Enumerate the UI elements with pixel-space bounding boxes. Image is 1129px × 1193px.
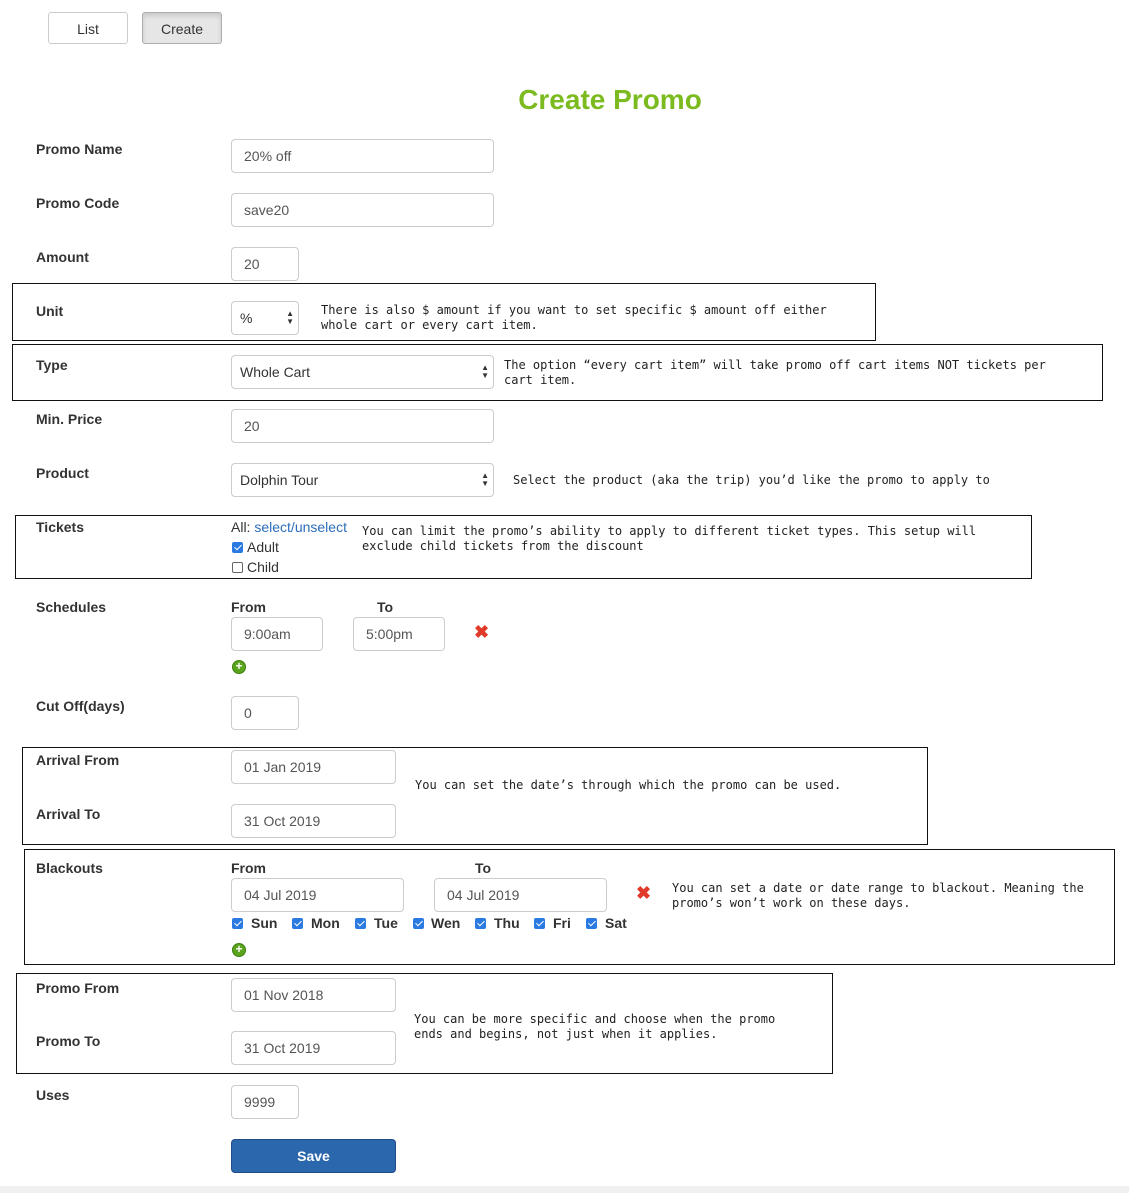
unselect-all-link[interactable]: unselect [294, 519, 347, 535]
schedules-label: Schedules [36, 599, 107, 615]
blackouts-note: You can set a date or date range to blackout. Meaning the promo’s won’t work on these days. [672, 881, 1084, 910]
day-wen-checkbox[interactable] [413, 918, 424, 929]
promo-name-label: Promo Name [36, 141, 123, 157]
day-sun-label: Sun [251, 915, 278, 931]
min-price-input[interactable]: 20 [231, 409, 494, 443]
select-all-link[interactable]: select [254, 519, 291, 535]
ticket-child-checkbox[interactable] [232, 562, 243, 573]
promo-code-input[interactable]: save20 [231, 193, 494, 227]
uses-label: Uses [36, 1087, 70, 1103]
cutoff-input[interactable]: 0 [231, 696, 299, 730]
save-button[interactable]: Save [231, 1139, 396, 1173]
select-arrows-icon: ▲ ▼ [481, 471, 489, 488]
day-wen-label: Wen [431, 915, 461, 931]
day-tue-checkbox[interactable] [355, 918, 366, 929]
select-arrows-icon: ▲ ▼ [481, 363, 489, 380]
day-sat-checkbox[interactable] [586, 918, 597, 929]
promo-to-label: Promo To [36, 1033, 101, 1049]
arrival-note: You can set the date’s through which the promo can be used. [415, 778, 842, 792]
page-title: Create Promo [518, 84, 702, 115]
arrival-to-label: Arrival To [36, 806, 101, 822]
promo-code-label: Promo Code [36, 195, 120, 211]
arrival-to-input[interactable]: 31 Oct 2019 [231, 804, 396, 838]
ticket-child-label: Child [247, 559, 279, 575]
tickets-all-label: All: [231, 519, 251, 535]
day-mon-checkbox[interactable] [292, 918, 303, 929]
arrival-from-input[interactable]: 01 Jan 2019 [231, 750, 396, 784]
arrival-annotation-box [22, 747, 928, 845]
blackouts-label: Blackouts [36, 860, 103, 876]
tickets-label: Tickets [36, 519, 84, 535]
type-note: The option “every cart item” will take promo off cart items NOT tickets per cart item. [504, 358, 1046, 387]
schedule-to-input[interactable]: 5:00pm [353, 617, 445, 651]
type-select[interactable] [231, 355, 494, 389]
product-note: Select the product (aka the trip) you’d like the promo to apply to [513, 473, 990, 487]
ticket-adult-checkbox[interactable] [232, 542, 243, 553]
amount-label: Amount [36, 249, 89, 265]
unit-select-value: % [240, 310, 253, 326]
cutoff-label: Cut Off(days) [36, 698, 125, 714]
schedule-to-label: To [377, 599, 394, 615]
unit-label: Unit [36, 303, 64, 319]
add-blackout-icon[interactable]: + [232, 943, 246, 957]
promo-from-input[interactable]: 01 Nov 2018 [231, 978, 396, 1012]
schedule-from-label: From [231, 599, 266, 615]
page-bottom-edge [0, 1186, 1129, 1193]
day-fri-label: Fri [553, 915, 571, 931]
tickets-note: You can limit the promo’s ability to apply to different ticket types. This setup will exclude child tickets from the discount [362, 524, 977, 553]
day-tue-label: Tue [374, 915, 398, 931]
uses-input[interactable]: 9999 [231, 1085, 299, 1119]
blackout-from-label: From [231, 860, 266, 876]
link-separator: / [290, 519, 295, 535]
min-price-label: Min. Price [36, 411, 103, 427]
day-sat-label: Sat [605, 915, 627, 931]
product-select-value: Dolphin Tour [240, 472, 319, 488]
day-fri-checkbox[interactable] [534, 918, 545, 929]
remove-schedule-icon[interactable]: ✖ [474, 622, 490, 642]
product-label: Product [36, 465, 89, 481]
promo-period-note: You can be more specific and choose when the promo ends and begins, not just when it applies. [414, 1012, 776, 1041]
day-sun-checkbox[interactable] [232, 918, 243, 929]
tickets-all-toggle [231, 519, 347, 535]
type-select-value: Whole Cart [240, 364, 311, 380]
unit-note: There is also $ amount if you want to set specific $ amount off either whole cart or every cart item. [321, 303, 827, 332]
arrival-from-label: Arrival From [36, 752, 120, 768]
day-mon-label: Mon [311, 915, 340, 931]
day-thu-label: Thu [494, 915, 520, 931]
promo-to-input[interactable]: 31 Oct 2019 [231, 1031, 396, 1065]
blackout-from-input[interactable]: 04 Jul 2019 [231, 878, 404, 912]
amount-input[interactable]: 20 [231, 247, 299, 281]
list-button[interactable]: List [48, 12, 128, 44]
create-button[interactable]: Create [142, 12, 222, 44]
schedule-from-input[interactable]: 9:00am [231, 617, 323, 651]
promo-name-input[interactable]: 20% off [231, 139, 494, 173]
day-thu-checkbox[interactable] [475, 918, 486, 929]
product-select[interactable] [231, 463, 494, 497]
select-arrows-icon: ▲ ▼ [286, 309, 294, 326]
blackout-to-input[interactable]: 04 Jul 2019 [434, 878, 607, 912]
ticket-adult-label: Adult [247, 539, 279, 555]
type-label: Type [36, 357, 68, 373]
unit-select[interactable] [231, 301, 299, 335]
remove-blackout-icon[interactable]: ✖ [636, 883, 652, 903]
add-schedule-icon[interactable]: + [232, 660, 246, 674]
blackout-to-label: To [475, 860, 492, 876]
promo-from-label: Promo From [36, 980, 120, 996]
